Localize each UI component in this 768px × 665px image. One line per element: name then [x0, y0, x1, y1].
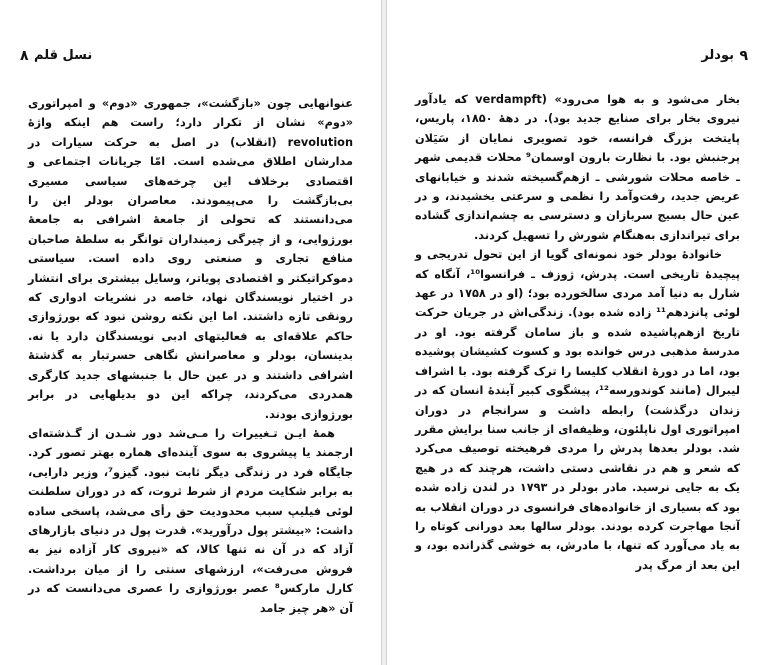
right-page: [386, 0, 768, 665]
paragraph: بخار می‌شود و به هوا می‌رود» (verdampft که یادآور نیروی بخار برای صنایع جدید بود). در دههٔ ۱۸۵۰، پاریس، پایتخت بزرگ فرانسه، خود تصویری نمایان از سَیَلان پرجنبش بود. با نظارت بارون اوسمان⁹ محلات قدیمی شهر ـ خاصه محلات شورشی ـ ازهم‌گسیخته شدند و خیابانهای عریض جدید، رفت‌وآمد را نظمی و سرعتی بخشیدند، و در عین حال بسیج سربازان و دسترسی به چشم‌اندازی گشاده برای تیراندازی به‌هنگام شورش را تسهیل کردند.: [415, 93, 741, 242]
page-number: ۹: [739, 48, 748, 64]
running-title: بودلر: [701, 48, 734, 63]
body-text: [28, 94, 353, 618]
body-text: [415, 90, 740, 575]
paragraph: همهٔ ایـن تـغییرات را مـی‌شد دور شـدن از گـذشته‌ای ارجمند یا پیشروی به سوی آینده‌ای هماره بهتر تصور کرد. جایگاه فرد در زندگی دیگر ثابت نبود. گیزو⁷، وزیر دارایی، به برابر شکایت مردم از شرط ثروت، که در دوران سلطنت لوئی فیلیپ سبب محدودیت حق رأی می‌شد، پاسخی ساده داشت: «بیشتر پول درآورید». قدرت پول در دنیای بازارهای آزاد که در آن نه تنها کالا، که «نیروی کار آزاده نیز به فروش می‌رفت»، ارزشهای سنتی را از میان برداشت. کارل مارکس⁸ عصر بورژوازی را عصری می‌دانست که در آن «هر چیز جامد: [28, 426, 353, 615]
page-number: ۸: [20, 48, 29, 64]
left-page-header: [20, 48, 361, 68]
paragraph: خانوادهٔ بودلر خود نمونه‌ای گویا از این تحول تدریجی و پیچیدهٔ تاریخی است. پدرش، ژوزف ـ فرانسوا¹⁰، آنگاه که شارل به دنیا آمد مردی سالخورده بود؛ (او در ۱۷۵۸ در عهد لوئی پانزدهم¹¹ زاده شده بود). زندگی‌اش در جریان حرکت تاریخ ازهم‌پاشیده شده و باز سامان گرفته بود. او در مدرسهٔ مذهبی درس خوانده بود و کسوت کشیشان پوشیده بود، اما در دورهٔ انقلاب کلیسا را ترک گرفته بود. با اشراف لیبرال (مانند کوندورسه¹²، پیشگوی کبیر آیندهٔ انسان که در زندان درگذشت) رابطه داشت و سرانجام در دوران امپراتوری اول ناپلئون، وظیفه‌ای از جانب سنا برایش مقرر شد. بودلر بعدها پدرش را مردی فرهیخته توصیف می‌کرد که شعر و هم در نقاشی دستی داشت، هرچند که در هیچ یک به جایی نرسید. مادر بودلر در ۱۷۹۳ در لندن زاده شده بود که بسیاری از خانواده‌های فرانسوی در دوران انقلاب به آنجا مهاجرت کرده بودند. بودلر سالها بعد دورانی کوتاه را به یاد می‌آورد که تنها، با مادرش، به خوشی گذرانده بود، و این بعد از مرگ پدر: [415, 248, 741, 572]
running-title: نسل قلم: [34, 48, 93, 63]
paragraph: عنوانهایی چون «بازگشت»، جمهوری «دوم» و امپراتوری «دوم» نشان از تکرار دارد؛ راست هم اینکه واژهٔ revolution (انقلاب) در اصل به حرکت سیارات در مدارشان اطلاق می‌شده است. امّا جریانات اجتماعی و اقتصادی برخلاف این چرخه‌های سیاسی مسیری بی‌بازگشت را می‌پیمودند. معاصران بودلر این را می‌دانستند که تحولی از جامعهٔ اشرافی به جامعهٔ بورژوایی، و از چیرگی زمینداران توانگر به سلطهٔ صاحبان منافع تجاری و صنعتی روی داده است. سیاستی دموکراتیکتر و اقتصادی پویاتر، وسایل بیشتری برای انتشار در اختیار نویسندگان نهاد، خاصه در نشریات ادواری که رونقی تازه داشتند. اما این نکته روشن نبود که بورژوازی حاکم علاقه‌ای به فعالیتهای ادبی نویسندگان دارد یا نه. بدینسان، بودلر و معاصرانش نگاهی حسرتبار به گذشتهٔ اشرافی داشتند و در عین حال با جنبشهای جدید کارگری همدردی می‌کردند، چراکه این دو بدیلهایی در برابر بورژوازی بودند.: [28, 97, 353, 421]
left-page: [0, 0, 382, 665]
right-page-header: [407, 48, 748, 68]
